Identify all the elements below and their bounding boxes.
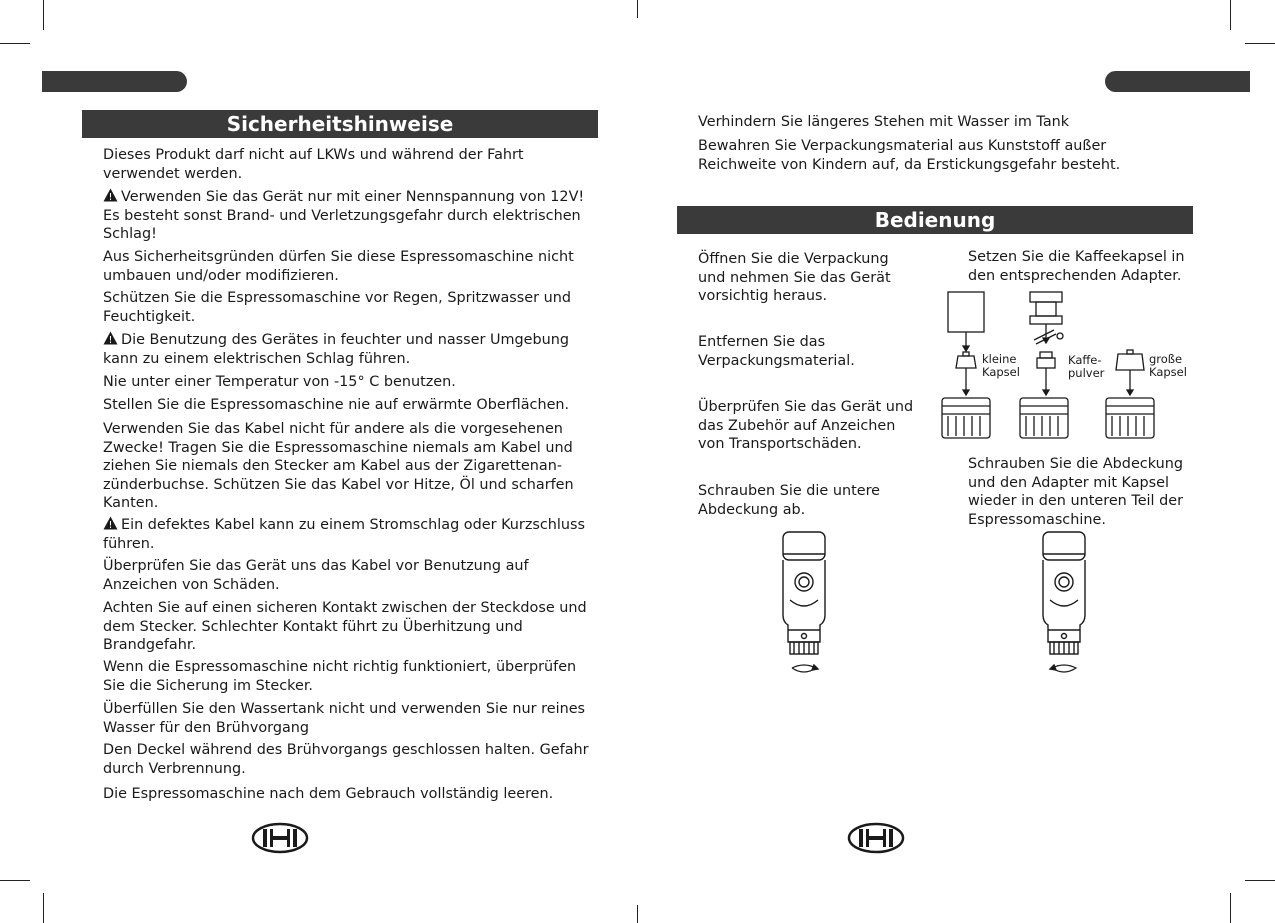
step-unpack: Öffnen Sie die Verpackung und nehmen Sie das Gerät vorsichtig heraus.	[698, 251, 891, 304]
label-coffee-powder: Kaffe-pulver	[1068, 353, 1105, 380]
safety-paragraph	[103, 785, 598, 804]
step-unscrew-cover: Schrauben Sie die untere Abdeckung ab.	[698, 483, 881, 518]
step-check-damage: Überprüfen Sie das Gerät und das Zubehör auf Anzeichen von Transportschäden.	[698, 399, 914, 452]
safety-paragraph	[103, 658, 598, 695]
safety-paragraph-text: Wenn die Espressomaschine nicht richtig funktioniert, überprüfen Sie die Sicherung im Stecker.	[103, 659, 577, 694]
safety-paragraph	[103, 248, 598, 285]
right-section-title: Bedienung	[677, 206, 1193, 234]
espresso-machine-illustration	[1038, 530, 1090, 680]
safety-paragraph	[103, 557, 598, 594]
safety-paragraph	[103, 289, 598, 326]
brand-logo-icon	[848, 823, 904, 853]
left-section-title: Sicherheitshinweise	[82, 110, 598, 138]
safety-paragraph-text: Die Benutzung des Gerätes in feuchter und nasser Umgebung kann zu einem elektrischen Schlag führen.	[103, 332, 570, 367]
safety-paragraph	[103, 373, 598, 392]
left-tab-pill	[42, 71, 187, 92]
brand-logo-icon	[252, 823, 308, 853]
step-screw-back: Schrauben Sie die Abdeckung und den Adapter mit Kapsel wieder in den unteren Teil der Espressomaschine.	[968, 456, 1184, 528]
intro-line-2: Bewahren Sie Verpackungsmaterial aus Kunststoff außer Reichweite von Kindern auf, da Erstickungsgefahr besteht.	[698, 138, 1121, 173]
safety-paragraph	[103, 331, 598, 368]
warning-triangle-icon	[103, 188, 118, 202]
safety-paragraph-text: Die Espressomaschine nach dem Gebrauch vollständig leeren.	[103, 786, 554, 802]
safety-paragraph-text: Aus Sicherheitsgründen dürfen Sie diese Espressomaschine nicht umbauen und/oder modifizieren.	[103, 249, 574, 284]
safety-paragraph-text: Stellen Sie die Espressomaschine nie auf erwärmte Oberflächen.	[103, 397, 570, 413]
safety-paragraph	[103, 700, 598, 737]
safety-paragraph-text: Dieses Produkt darf nicht auf LKWs und während der Fahrt verwendet werden.	[103, 147, 524, 182]
espresso-machine-illustration	[778, 530, 830, 680]
safety-paragraph-text: Den Deckel während des Brühvorgangs geschlossen halten. Gefahr durch Verbrennung.	[103, 742, 589, 777]
safety-paragraph-text: Verwenden Sie das Kabel nicht für andere als die vorgesehenen Zwecke! Tragen Sie die Espressomaschine niemals am Kabel und ziehen Sie niemals den Stecker am Kabel aus der Zigarettenan-zünderbuchse. Schützen Sie das Kabel vor Hitze, Öl und scharfen Kanten.	[103, 421, 574, 511]
safety-paragraph	[103, 188, 598, 244]
safety-paragraph-text: Achten Sie auf einen sicheren Kontakt zwischen der Steckdose und dem Stecker. Schlechter Kontakt führt zu Überhitzung und Brandgefahr.	[103, 600, 587, 653]
safety-paragraph-text: Überprüfen Sie das Gerät uns das Kabel vor Benutzung auf Anzeichen von Schäden.	[103, 558, 529, 593]
warning-triangle-icon	[103, 331, 118, 345]
right-tab-pill	[1105, 71, 1250, 92]
safety-paragraph	[103, 516, 598, 553]
label-small-capsule: kleine Kapsel	[982, 352, 1020, 379]
step-insert-capsule: Setzen Sie die Kaffeekapsel in den entsprechenden Adapter.	[968, 249, 1185, 284]
step-remove-packaging: Entfernen Sie das Verpackungsmaterial.	[698, 334, 855, 369]
safety-paragraph	[103, 146, 598, 183]
safety-paragraph-text: Ein defektes Kabel kann zu einem Stromschlag oder Kurzschluss führen.	[103, 517, 586, 552]
intro-line-1: Verhindern Sie längeres Stehen mit Wasser im Tank	[698, 114, 1070, 130]
safety-paragraph-text: Schützen Sie die Espressomaschine vor Regen, Spritzwasser und Feuchtigkeit.	[103, 290, 572, 325]
safety-paragraph	[103, 396, 598, 415]
safety-paragraph-text: Überfüllen Sie den Wassertank nicht und verwenden Sie nur reines Wasser für den Brühvorgang	[103, 701, 586, 736]
label-large-capsule: große Kapsel	[1149, 352, 1187, 379]
safety-paragraph-text: Verwenden Sie das Gerät nur mit einer Nennspannung von 12V! Es besteht sonst Brand- und Verletzungsgefahr durch elektrischen Schlag!	[103, 189, 585, 242]
safety-paragraph	[103, 599, 598, 655]
safety-paragraph	[103, 420, 598, 513]
safety-paragraph-text: Nie unter einer Temperatur von -15° C benutzen.	[103, 374, 456, 390]
safety-paragraph	[103, 741, 598, 778]
warning-triangle-icon	[103, 516, 118, 530]
